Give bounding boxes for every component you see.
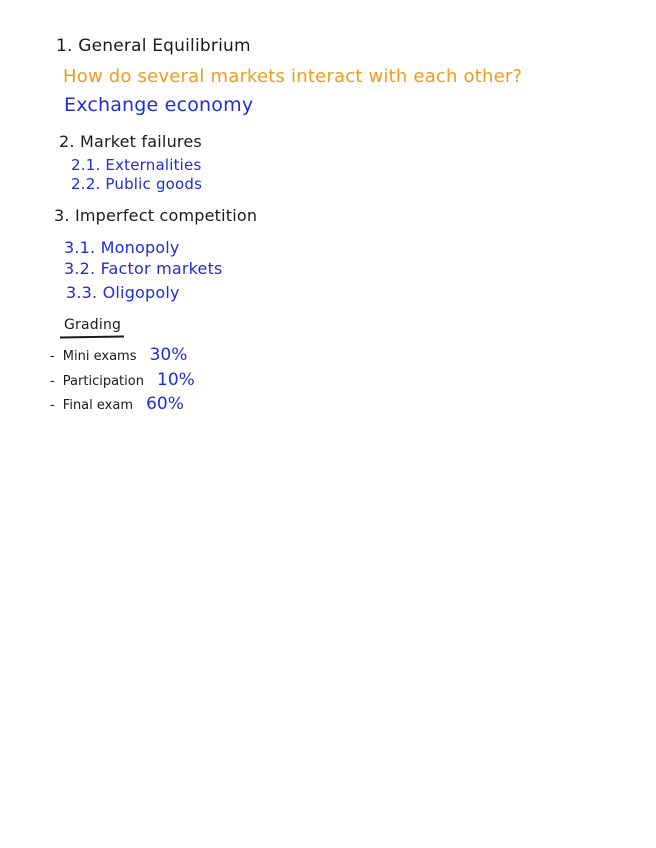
grading-item: [50, 345, 187, 365]
section-3-subtopic-factor-markets: 3.2. Factor markets: [64, 259, 223, 278]
grading-item-label: Mini exams: [62, 349, 137, 364]
grading-underline: [60, 335, 124, 338]
list-dash: -: [50, 398, 55, 413]
grading-item-percent: 60%: [146, 394, 184, 414]
section-2-subtopic-externalities: 2.1. Externalities: [71, 156, 202, 174]
grading-item: [50, 370, 195, 390]
section-3-subtopic-oligopoly: 3.3. Oligopoly: [66, 283, 180, 302]
section-1-heading: 1. General Equilibrium: [56, 36, 251, 56]
grading-item-label: Final exam: [62, 398, 133, 413]
section-2-subtopic-public-goods: 2.2. Public goods: [71, 175, 203, 193]
section-3-heading: 3. Imperfect competition: [54, 206, 258, 225]
grading-heading: Grading: [64, 317, 122, 333]
grading-item-label: Participation: [62, 374, 144, 389]
list-dash: -: [50, 349, 55, 364]
grading-item-percent: 30%: [149, 345, 188, 365]
section-3-subtopic-monopoly: 3.1. Monopoly: [64, 238, 180, 257]
grading-item-percent: 10%: [157, 370, 195, 390]
section-1-question: How do several markets interact with each other?: [63, 66, 523, 87]
section-1-topic: Exchange economy: [64, 94, 254, 116]
list-dash: -: [50, 374, 55, 389]
section-2-heading: 2. Market failures: [59, 132, 202, 151]
grading-item: [50, 394, 184, 414]
